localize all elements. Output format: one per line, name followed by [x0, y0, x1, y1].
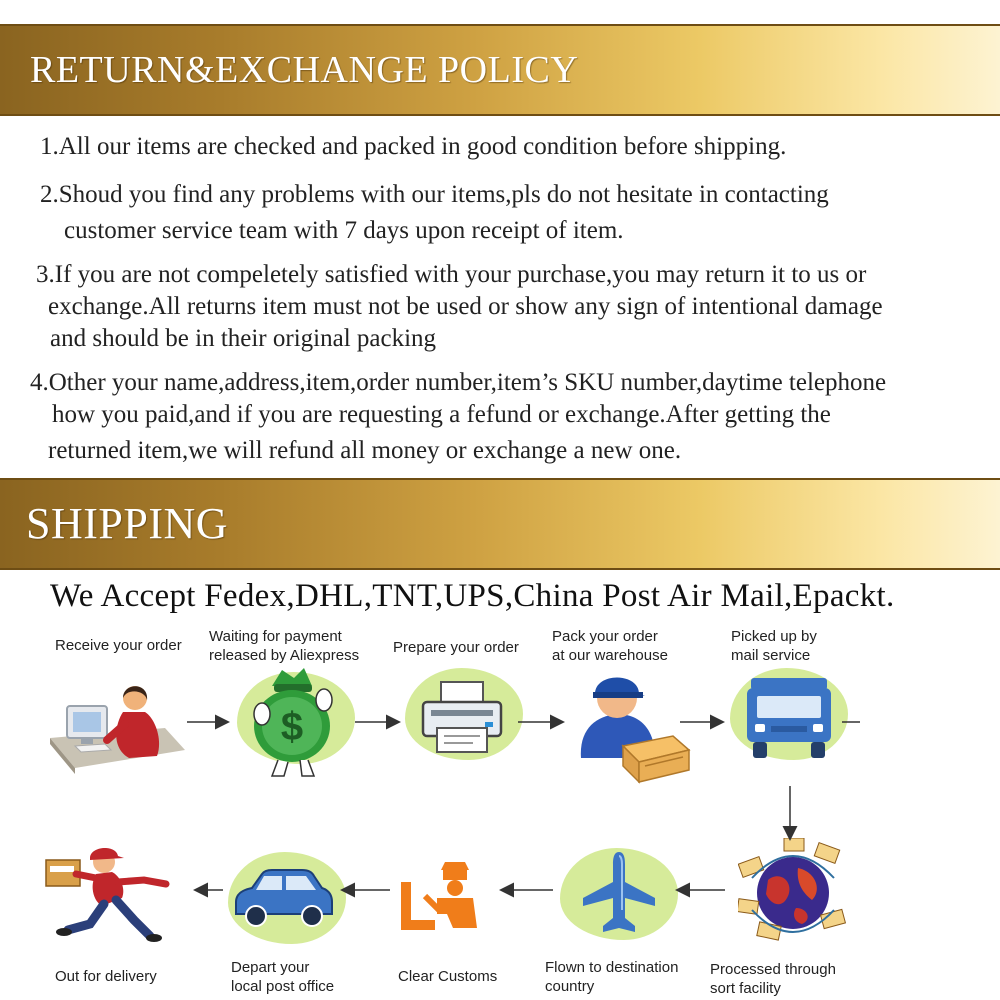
step-label-out-for-delivery: Out for delivery [55, 968, 157, 985]
policy-item-2-line-1: 2.Shoud you find any problems with our items,pls do not hesitate in contacting [40, 181, 829, 208]
step-label-waiting-payment: Waiting for payment released by Aliexpress [209, 628, 360, 664]
step-label-prepare-order: Prepare your order [393, 639, 519, 656]
policy-item-4-line-1: 4.Other your name,address,item,order number,item’s SKU number,daytime telephone [30, 369, 887, 396]
step-label-pack-order: Pack your order at our warehouse [552, 628, 668, 664]
step-label-flown: Flown to destination country [545, 959, 679, 995]
step-label-depart-post-office: Depart your local post office [231, 959, 335, 995]
policy-item-3-line-3: and should be in their original packing [50, 325, 437, 352]
policy-item-4-line-2: how you paid,and if you are requesting a fefund or exchange.After getting the [52, 401, 831, 428]
policy-item-3-line-1: 3.If you are not compeletely satisfied with your purchase,you may return it to us or [36, 261, 867, 288]
accepted-carriers: We Accept Fedex,DHL,TNT,UPS,China Post Air Mail,Epackt. [50, 578, 895, 614]
step-label-clear-customs: Clear Customs [398, 968, 498, 985]
policy-item-1-line-1: 1.All our items are checked and packed in good condition before shipping. [40, 133, 787, 160]
step-label-picked-up: Picked up by mail service [731, 628, 817, 664]
policy-item-4-line-3: returned item,we will refund all money or exchange a new one. [48, 437, 682, 464]
policy-item-2-line-2: customer service team with 7 days upon receipt of item. [64, 217, 624, 244]
shipping-heading: SHIPPING [26, 499, 229, 548]
step-label-sort-facility: Processed through sort facility [710, 961, 836, 997]
step-label-receive-order: Receive your order [55, 637, 182, 654]
return-policy-heading: RETURN&EXCHANGE POLICY [30, 49, 579, 91]
svg-text:$: $ [280, 705, 304, 749]
policy-item-3-line-2: exchange.All returns item must not be used or show any sign of intentional damage [48, 293, 883, 320]
